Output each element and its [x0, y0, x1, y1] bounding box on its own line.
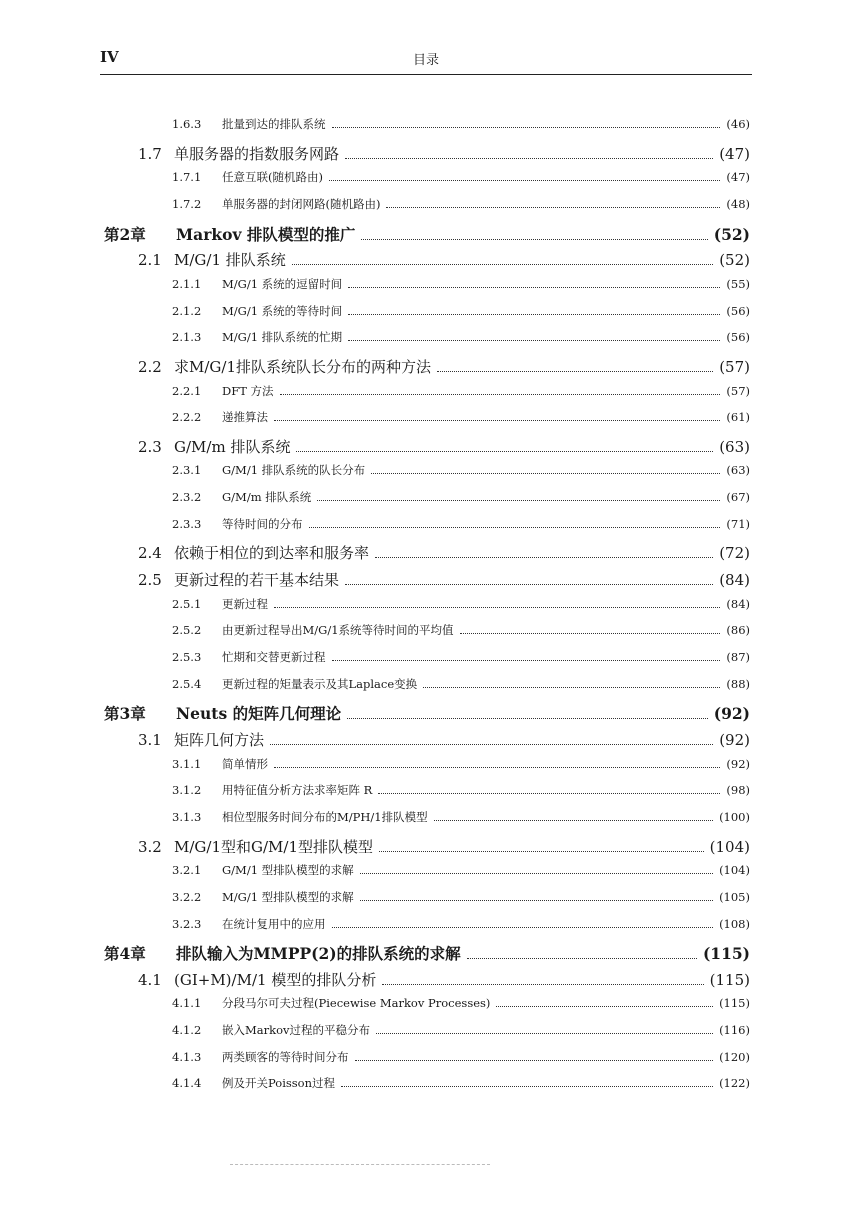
- toc-section-entry: [138, 542, 750, 564]
- dot-leader: [345, 584, 713, 585]
- toc-section-entry: [138, 356, 750, 378]
- page-number: IV: [100, 48, 119, 66]
- toc-entry-title: M/G/1 排队系统的忙期: [222, 330, 343, 345]
- toc-section-entry: [138, 729, 750, 751]
- toc-entry-page: (63): [719, 437, 750, 456]
- toc-subsection-entry: [172, 995, 750, 1017]
- toc-entry-number: 1.7.2: [172, 196, 202, 211]
- toc-entry-title: 矩阵几何方法: [174, 730, 265, 749]
- toc-section-entry: [138, 836, 750, 858]
- toc-entry-number: 2.1.1: [172, 276, 202, 291]
- toc-entry-title: 依赖于相位的到达率和服务率: [174, 544, 370, 563]
- toc-subsection-entry: [172, 596, 750, 618]
- toc-chapter-entry: [104, 223, 750, 245]
- toc-entry-page: (52): [713, 224, 750, 244]
- toc-entry-number: 2.3.3: [172, 516, 202, 531]
- dot-leader: [467, 958, 697, 959]
- toc-entry-title: 递推算法: [222, 410, 268, 425]
- toc-entry-page: (84): [719, 571, 750, 590]
- toc-entry-title: 单服务器的封闭网路(随机路由): [222, 196, 381, 211]
- toc-entry-title: 单服务器的指数服务网路: [174, 144, 340, 163]
- dot-leader: [376, 1033, 713, 1034]
- toc-entry-title: M/G/1 型排队模型的求解: [222, 889, 354, 904]
- toc-entry-number: 3.2.2: [172, 889, 202, 904]
- toc-entry-page: (115): [702, 944, 750, 964]
- toc-subsection-entry: [172, 516, 750, 538]
- toc-entry-page: (105): [719, 889, 750, 904]
- toc-entry-number: 1.7: [138, 144, 162, 163]
- toc-entry-page: (72): [719, 544, 750, 563]
- toc-entry-number: 4.1: [138, 970, 162, 989]
- toc-entry-number: 3.2.1: [172, 863, 202, 878]
- toc-subsection-entry: [172, 462, 750, 484]
- toc-entry-page: (47): [726, 170, 750, 185]
- toc-entry-number: 4.1.2: [172, 1023, 202, 1038]
- toc-subsection-entry: [172, 329, 750, 351]
- toc-chapter-entry: [104, 702, 750, 724]
- toc-entry-title: 更新过程的矩量表示及其Laplace变换: [222, 676, 418, 691]
- toc-subsection-entry: [172, 1022, 750, 1044]
- toc-entry-title: M/G/1 系统的等待时间: [222, 303, 343, 318]
- dot-leader: [332, 127, 721, 128]
- toc-subsection-entry: [172, 489, 750, 511]
- toc-entry-number: 4.1.1: [172, 996, 202, 1011]
- toc-entry-page: (71): [726, 516, 750, 531]
- running-head: 目录: [412, 53, 439, 68]
- toc-entry-page: (88): [726, 676, 750, 691]
- dot-leader: [270, 744, 713, 745]
- toc-subsection-entry: [172, 889, 750, 911]
- dot-leader: [379, 851, 704, 852]
- toc-entry-number: 2.5.1: [172, 596, 202, 611]
- dot-leader: [434, 820, 713, 821]
- toc-entry-page: (104): [719, 863, 750, 878]
- page-header: [100, 44, 752, 75]
- dot-leader: [378, 793, 720, 794]
- toc-section-entry: [138, 143, 750, 165]
- dot-leader: [296, 451, 713, 452]
- toc-section-entry: [138, 249, 750, 271]
- dot-leader: [348, 340, 720, 341]
- toc-entry-number: 3.1.1: [172, 756, 202, 771]
- dot-leader: [274, 767, 720, 768]
- toc-entry-page: (84): [726, 596, 750, 611]
- toc-subsection-entry: [172, 809, 750, 831]
- dot-leader: [280, 394, 721, 395]
- toc-entry-page: (56): [726, 303, 750, 318]
- dot-leader: [371, 473, 720, 474]
- toc-entry-title: 更新过程的若干基本结果: [174, 571, 340, 590]
- toc-entry-page: (47): [719, 144, 750, 163]
- dot-leader: [332, 660, 721, 661]
- toc-entry-title: M/G/1 系统的逗留时间: [222, 276, 343, 291]
- toc-entry-title: G/M/m 排队系统: [174, 437, 291, 456]
- toc-entry-title: 例及开关Poisson过程: [222, 1076, 336, 1091]
- toc-entry-page: (86): [726, 623, 750, 638]
- toc-entry-title: 简单情形: [222, 756, 268, 771]
- toc-entry-number: 第3章: [104, 704, 146, 724]
- dot-leader: [361, 239, 707, 240]
- toc-subsection-entry: [172, 622, 750, 644]
- toc-entry-page: (92): [713, 704, 750, 724]
- toc-entry-page: (61): [726, 410, 750, 425]
- dot-leader: [348, 287, 720, 288]
- toc-entry-title: G/M/1 型排队模型的求解: [222, 863, 354, 878]
- toc-entry-title: DFT 方法: [222, 383, 274, 398]
- toc-entry-title: M/G/1 排队系统: [174, 251, 286, 270]
- toc-entry-number: 1.6.3: [172, 117, 202, 131]
- toc-subsection-entry: [172, 303, 750, 325]
- toc-entry-page: (120): [719, 1049, 750, 1064]
- toc-subsection-entry: [172, 1049, 750, 1071]
- dot-leader: [355, 1060, 714, 1061]
- toc-section-entry: [138, 436, 750, 458]
- dot-leader: [317, 500, 720, 501]
- toc-entry-number: 2.5.4: [172, 676, 202, 691]
- toc-entry-title: 相位型服务时间分布的M/PH/1排队模型: [222, 809, 428, 824]
- toc-entry-page: (104): [709, 837, 750, 856]
- toc-entry-number: 2.5: [138, 571, 162, 590]
- scan-artifact-divider: [230, 1160, 490, 1165]
- dot-leader: [345, 158, 713, 159]
- toc-entry-number: 3.1.2: [172, 783, 202, 798]
- toc-entry-title: 分段马尔可夫过程(Piecewise Markov Processes): [222, 996, 491, 1011]
- toc-section-entry: [138, 569, 750, 591]
- toc-entry-page: (108): [719, 916, 750, 931]
- toc-entry-number: 2.3.1: [172, 463, 202, 478]
- toc-entry-number: 4.1.4: [172, 1076, 202, 1091]
- toc-entry-page: (115): [709, 970, 750, 989]
- toc-entry-page: (57): [719, 357, 750, 376]
- toc-entry-page: (116): [719, 1023, 750, 1038]
- dot-leader: [309, 527, 721, 528]
- toc-entry-number: 3.2: [138, 837, 162, 856]
- toc-entry-page: (98): [726, 783, 750, 798]
- dot-leader: [332, 927, 714, 928]
- toc-entry-number: 3.1: [138, 730, 162, 749]
- toc-subsection-entry: [172, 409, 750, 431]
- toc-entry-page: (63): [726, 463, 750, 478]
- toc-entry-page: (87): [726, 650, 750, 664]
- toc-entry-page: (55): [726, 276, 750, 291]
- toc-entry-title: 在统计复用中的应用: [222, 916, 326, 931]
- toc-entry-title: 等待时间的分布: [222, 516, 303, 531]
- toc-entry-title: Neuts 的矩阵几何理论: [176, 704, 342, 724]
- toc-subsection-entry: [172, 916, 750, 938]
- dot-leader: [496, 1006, 713, 1007]
- toc-subsection-entry: [172, 782, 750, 804]
- dot-leader: [292, 264, 713, 265]
- toc-entry-page: (57): [726, 383, 750, 398]
- dot-leader: [347, 718, 708, 719]
- toc-entry-title: G/M/m 排队系统: [222, 490, 312, 505]
- dot-leader: [460, 633, 721, 634]
- dot-leader: [274, 420, 720, 421]
- toc-entry-title: G/M/1 排队系统的队长分布: [222, 463, 366, 478]
- toc-subsection-entry: [172, 1075, 750, 1097]
- dot-leader: [360, 900, 713, 901]
- toc-entry-number: 4.1.3: [172, 1049, 202, 1064]
- toc-entry-title: Markov 排队模型的推广: [176, 224, 356, 244]
- toc-entry-title: 嵌入Markov过程的平稳分布: [222, 1023, 371, 1038]
- toc-entry-page: (122): [719, 1076, 750, 1091]
- toc-entry-number: 1.7.1: [172, 170, 202, 185]
- toc-entry-number: 2.4: [138, 544, 162, 563]
- dot-leader: [274, 607, 720, 608]
- dot-leader: [329, 180, 720, 181]
- toc-entry-page: (115): [719, 996, 750, 1011]
- toc-subsection-entry: [172, 676, 750, 698]
- toc-entry-page: (46): [726, 117, 750, 131]
- toc-entry-number: 2.2: [138, 357, 162, 376]
- toc-subsection-entry: [172, 383, 750, 405]
- toc-chapter-entry: [104, 942, 750, 964]
- toc-subsection-entry: [172, 169, 750, 191]
- toc-entry-page: (56): [726, 330, 750, 345]
- toc-entry-title: 用特征值分析方法求率矩阵 R: [222, 783, 373, 798]
- dot-leader: [437, 371, 713, 372]
- toc-entry-title: (GI+M)/M/1 模型的排队分析: [174, 970, 377, 989]
- toc-entry-page: (67): [726, 490, 750, 505]
- toc-entry-number: 2.5.2: [172, 623, 202, 638]
- toc-entry-number: 2.2.2: [172, 410, 202, 425]
- toc-entry-title: 任意互联(随机路由): [222, 170, 323, 185]
- toc-entry-number: 2.5.3: [172, 650, 202, 664]
- toc-entry-number: 2.1.2: [172, 303, 202, 318]
- toc-entry-page: (48): [726, 196, 750, 211]
- toc-entry-title: M/G/1型和G/M/1型排队模型: [174, 837, 373, 856]
- toc-entry-page: (92): [719, 730, 750, 749]
- dot-leader: [348, 314, 720, 315]
- toc-entry-title: 求M/G/1排队系统队长分布的两种方法: [174, 357, 431, 376]
- dot-leader: [386, 207, 720, 208]
- toc-entry-title: 忙期和交替更新过程: [222, 650, 326, 664]
- toc-entry-page: (100): [719, 809, 750, 824]
- toc-entry-number: 2.3: [138, 437, 162, 456]
- toc-entry-page: (92): [726, 756, 750, 771]
- dot-leader: [375, 557, 713, 558]
- toc-subsection-entry: [172, 116, 750, 138]
- toc-entry-title: 批量到达的排队系统: [222, 117, 326, 131]
- toc-subsection-entry: [172, 196, 750, 218]
- dot-leader: [423, 687, 720, 688]
- toc-entry-title: 两类顾客的等待时间分布: [222, 1049, 349, 1064]
- toc-entry-page: (52): [719, 251, 750, 270]
- toc-subsection-entry: [172, 862, 750, 884]
- toc-entry-number: 2.3.2: [172, 490, 202, 505]
- toc-entry-number: 2.2.1: [172, 383, 202, 398]
- toc-entry-number: 2.1.3: [172, 330, 202, 345]
- toc-entry-title: 由更新过程导出M/G/1系统等待时间的平均值: [222, 623, 454, 638]
- dot-leader: [382, 984, 703, 985]
- toc-entry-number: 第2章: [104, 224, 146, 244]
- toc-entry-number: 3.2.3: [172, 916, 202, 931]
- toc-entry-title: 更新过程: [222, 596, 268, 611]
- toc-entry-number: 第4章: [104, 944, 146, 964]
- toc-subsection-entry: [172, 756, 750, 778]
- toc-subsection-entry: [172, 276, 750, 298]
- toc-entry-number: 2.1: [138, 251, 162, 270]
- toc-subsection-entry: [172, 649, 750, 671]
- dot-leader: [341, 1086, 713, 1087]
- toc-entry-title: 排队输入为MMPP(2)的排队系统的求解: [176, 944, 461, 964]
- toc-entry-number: 3.1.3: [172, 809, 202, 824]
- toc-section-entry: [138, 969, 750, 991]
- dot-leader: [360, 873, 713, 874]
